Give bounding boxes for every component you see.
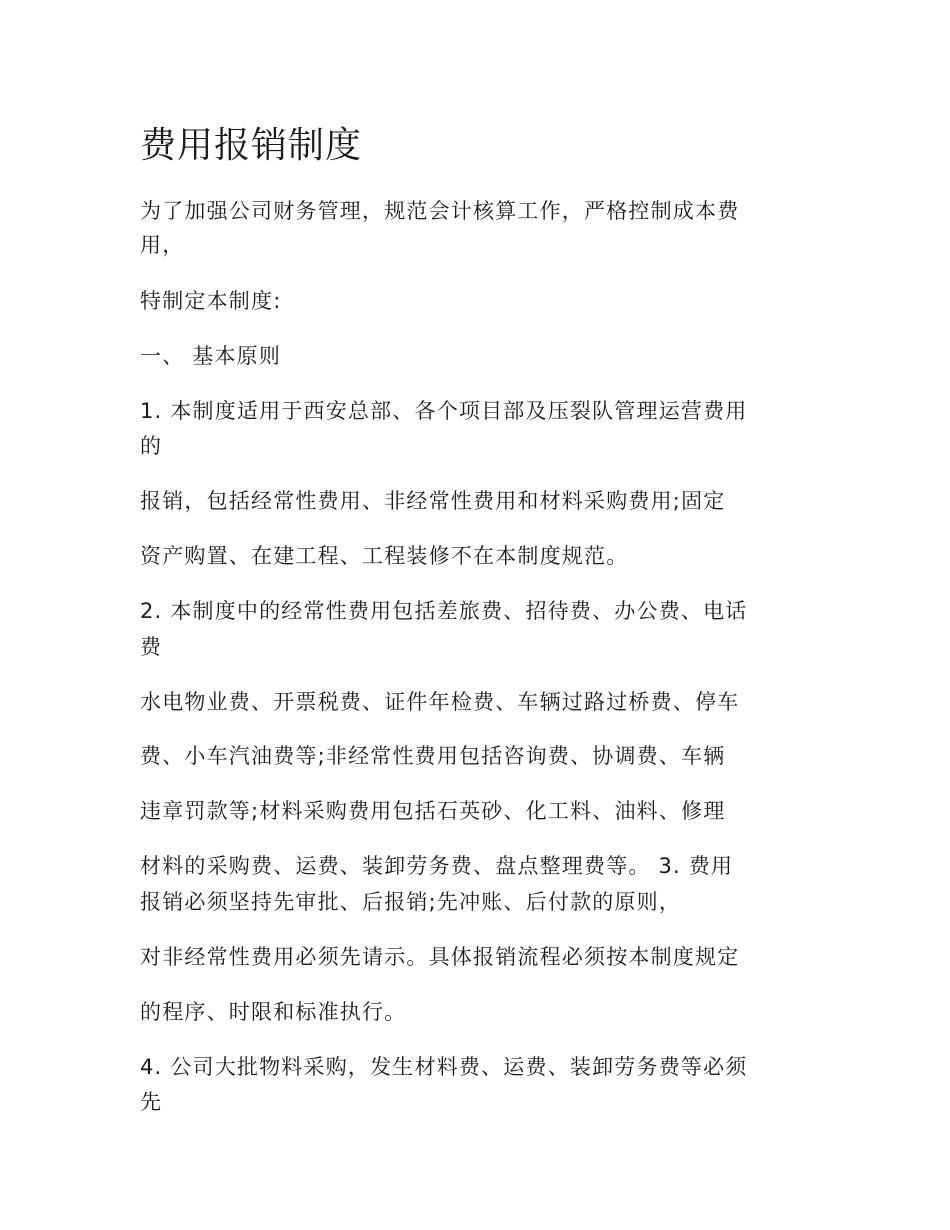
paragraph-line: 2. 本制度中的经常性费用包括差旅费、招待费、办公费、电话 — [140, 599, 748, 623]
paragraph-line: 费、小车汽油费等;非经常性费用包括咨询费、协调费、车辆 — [140, 744, 726, 768]
paragraph-line: 用， — [140, 233, 185, 257]
paragraph-line: 报销必须坚持先审批、后报销;先冲账、后付款的原则， — [140, 890, 682, 914]
paragraph-line: 违章罚款等;材料采购费用包括石英砂、化工料、油料、修理 — [140, 799, 726, 823]
document-title: 费用报销制度 — [140, 125, 363, 166]
paragraph-line: 资产购置、在建工程、工程装修不在本制度规范。 — [140, 544, 629, 568]
section-heading: 一、 基本原则 — [140, 344, 282, 368]
paragraph-line: 水电物业费、开票税费、证件年检费、车辆过路过桥费、停车 — [140, 690, 740, 714]
paragraph-line: 费 — [140, 635, 163, 659]
paragraph-line: 4. 公司大批物料采购，发生材料费、运费、装卸劳务费等必须 — [140, 1055, 748, 1079]
paragraph-line: 的程序、时限和标准执行。 — [140, 1000, 407, 1024]
paragraph-line: 1. 本制度适用于西安总部、各个项目部及压裂队管理运营费用 — [140, 399, 748, 423]
paragraph-line: 先 — [140, 1090, 163, 1114]
paragraph-line: 材料的采购费、运费、装卸劳务费、盘点整理费等。 3. 费用 — [140, 854, 734, 878]
paragraph-line: 报销，包括经常性费用、非经常性费用和材料采购费用;固定 — [140, 489, 726, 513]
paragraph-line: 的 — [140, 434, 163, 458]
paragraph-line: 特制定本制度: — [140, 289, 282, 313]
paragraph-line: 为了加强公司财务管理，规范会计核算工作，严格控制成本费 — [140, 199, 740, 223]
paragraph-line: 对非经常性费用必须先请示。具体报销流程必须按本制度规定 — [140, 945, 740, 969]
